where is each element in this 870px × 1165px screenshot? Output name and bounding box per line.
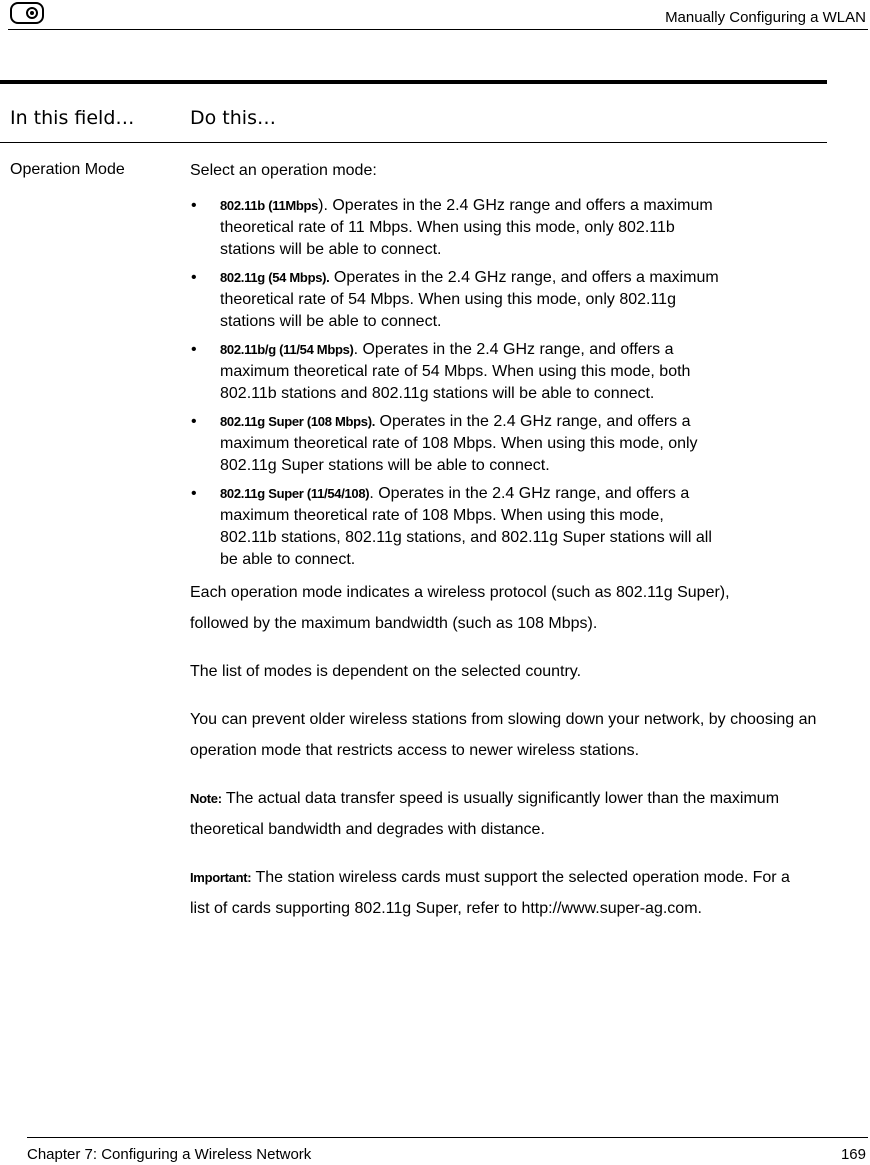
mode-text: Operates in the 2.4 GHz range, and offers a maximum theoretical rate of 108 Mbps. When using this mode, only 802.11g Super stations will be able to connect. [220,413,698,474]
mode-text: . Operates in the 2.4 GHz range, and offers a maximum theoretical rate of 108 Mbps. When using this mode, 802.11b stations, 802.11g stations, and 802.11g Super stations will all be able to connect. [220,485,712,568]
footer-chapter: Chapter 7: Configuring a Wireless Network [27,1146,312,1163]
country-paragraph: The list of modes is dependent on the selected country. [190,663,582,680]
mode-term: 802.11b (11Mbps [220,198,319,213]
header-divider [8,29,868,30]
mode-term: 802.11g Super (11/54/108) [220,486,370,501]
note-text: The actual data transfer speed is usually significantly lower than the maximum theoretical bandwidth and degrades with distance. [190,790,780,838]
manual-logo-icon [10,2,44,24]
footer-divider [27,1137,868,1138]
important-paragraph [190,862,800,924]
intro-text: Select an operation mode: [190,162,377,179]
note-paragraph [190,783,810,845]
table-header-rule [0,142,827,143]
mode-text: Operates in the 2.4 GHz range, and offers a maximum theoretical rate of 54 Mbps. When using this mode, only 802.11g stations will be able to connect. [220,269,719,330]
field-operation-mode: Operation Mode [10,161,125,178]
list-item [190,411,720,477]
important-label: Important: [190,870,252,885]
page-number: 169 [840,1146,866,1163]
restrict-paragraph: You can prevent older wireless stations from slowing down your network, by choosing an operation mode that restricts access to newer wireless stations. [190,711,817,759]
column-header-action: Do this… [190,107,276,129]
note-label: Note: [190,791,222,806]
list-item [190,339,720,405]
table-top-rule [0,80,827,84]
mode-term: 802.11b/g (11/54 Mbps) [220,342,354,357]
list-item [190,267,720,333]
list-item [190,195,720,261]
header-title: Manually Configuring a WLAN [665,9,866,26]
mode-term: 802.11g (54 Mbps). [220,270,330,285]
mode-text: ). Operates in the 2.4 GHz range and offers a maximum theoretical rate of 11 Mbps. When using this mode, only 802.11b stations will be able to connect. [220,197,713,258]
protocol-paragraph: Each operation mode indicates a wireless protocol (such as 802.11g Super), followed by the maximum bandwidth (such as 108 Mbps). [190,584,730,632]
mode-term: 802.11g Super (108 Mbps). [220,414,376,429]
operation-mode-description [190,161,826,924]
mode-text: . Operates in the 2.4 GHz range, and offers a maximum theoretical rate of 54 Mbps. When using this mode, both 802.11b stations and 802.11g stations will be able to connect. [220,341,691,402]
mode-list [190,195,826,571]
list-item [190,483,720,571]
important-text: The station wireless cards must support the selected operation mode. For a list of cards supporting 802.11g Super, refer to http://www.super-ag.com. [190,869,790,917]
column-header-field: In this field… [10,107,135,129]
